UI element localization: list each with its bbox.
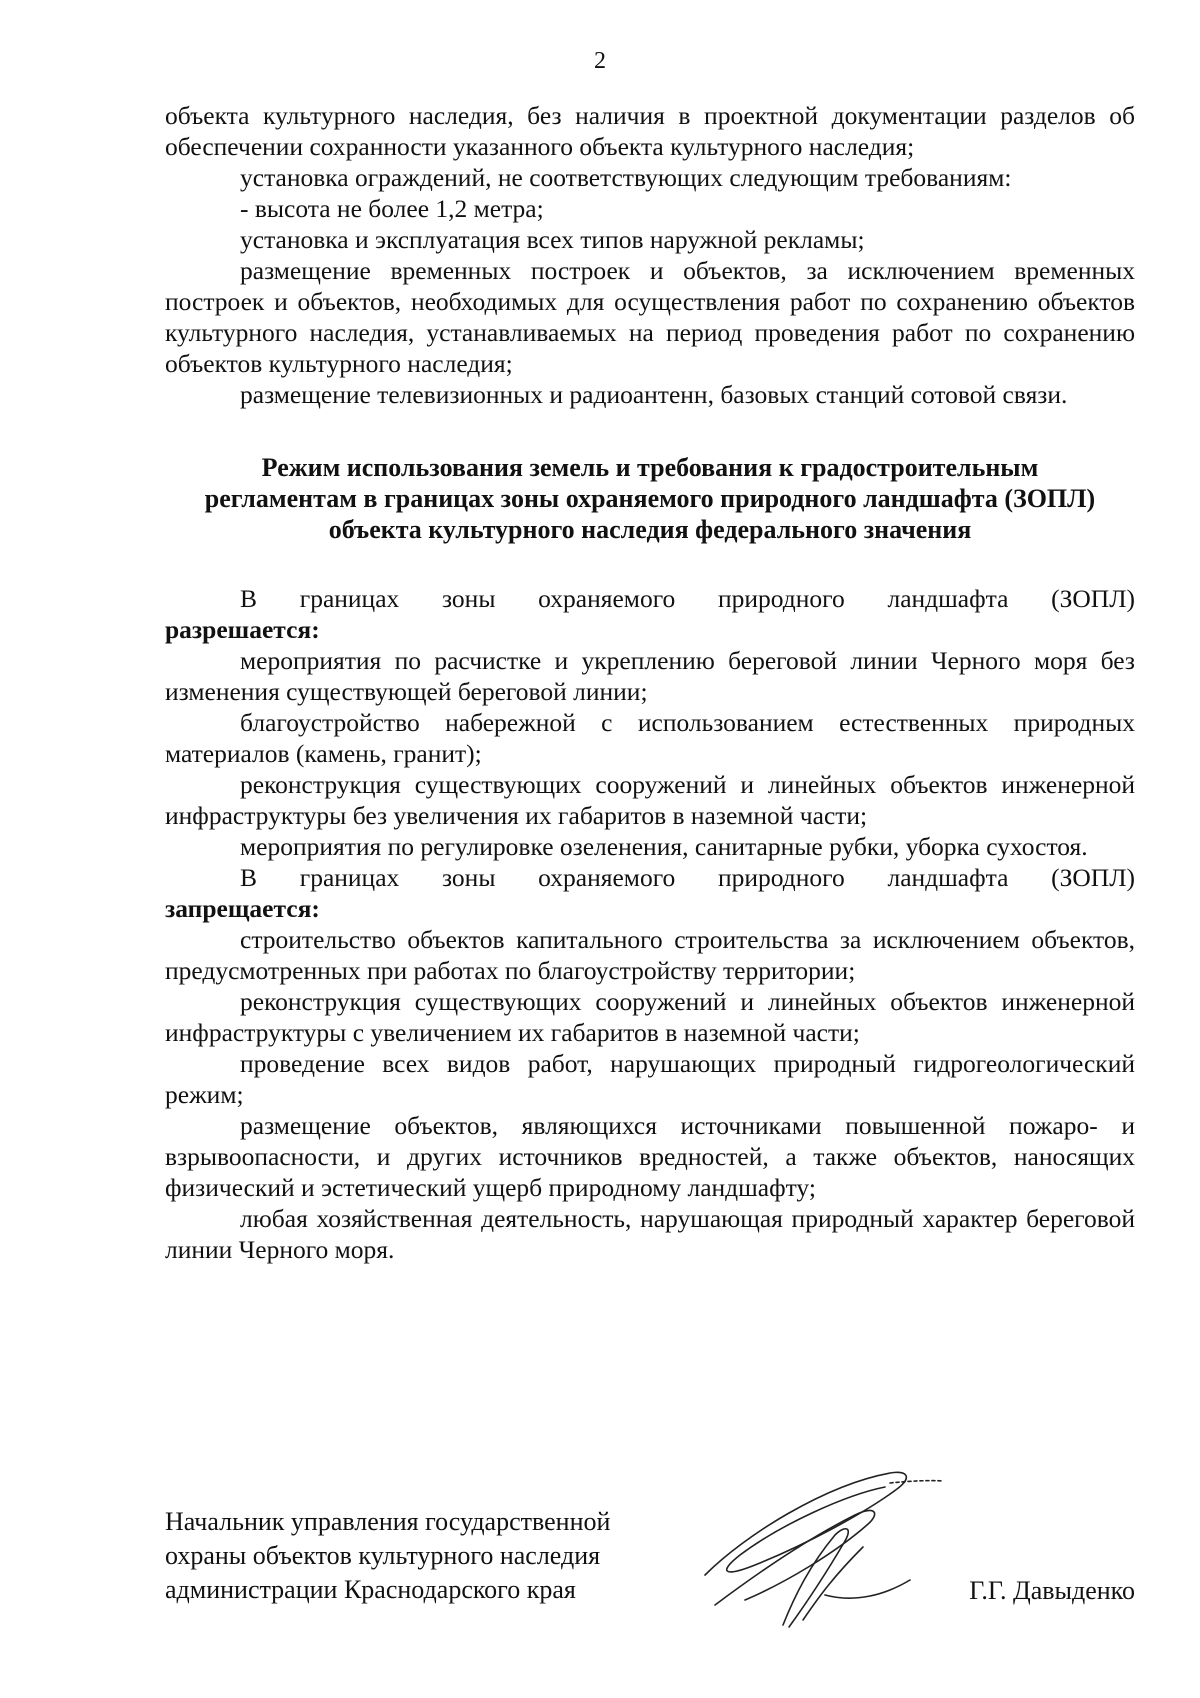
allowed-item: мероприятия по расчистке и укреплению береговой линии Черного моря без изменения существующей береговой линии;	[165, 646, 1135, 706]
forbidden-keyword	[165, 893, 1135, 924]
handwritten-signature	[685, 1455, 945, 1635]
signature-stroke	[715, 1510, 875, 1605]
signatory-title	[165, 1505, 685, 1607]
signature-stroke	[705, 1472, 906, 1575]
page-number: 2	[594, 48, 606, 74]
forbidden-lead: В границах зоны охраняемого природного ландшафта (ЗОПЛ)	[240, 863, 1135, 892]
heading-line: регламентам в границах зоны охраняемого природного ландшафта (ЗОПЛ)	[204, 484, 1096, 513]
signature-stroke	[803, 1547, 863, 1620]
intro-paragraph: размещение временных построек и объектов, за исключением временных построек и объектов, необходимых для осуществления работ по сохранению объектов культурного наследия, устанавливаемых на период проведения работ по сохранению объектов культурного наследия;	[165, 256, 1135, 378]
signature-stroke	[783, 1529, 848, 1627]
allowed-item: реконструкция существующих сооружений и линейных объектов инженерной инфраструктуры без увеличения их габаритов в наземной части;	[165, 770, 1135, 830]
forbidden-item: проведение всех видов работ, нарушающих природный гидрогеологический режим;	[165, 1049, 1135, 1109]
forbidden-item: строительство объектов капитального строительства за исключением объектов, предусмотренных при работах по благоустройству территории;	[165, 925, 1135, 985]
allowed-item: благоустройство набережной с использованием естественных природных материалов (камень, гранит);	[165, 708, 1135, 768]
signature-stroke	[825, 1580, 910, 1598]
allowed-lead: В границах зоны охраняемого природного ландшафта (ЗОПЛ)	[240, 584, 1135, 613]
forbidden-item: реконструкция существующих сооружений и линейных объектов инженерной инфраструктуры с увеличением их габаритов в наземной части;	[165, 987, 1135, 1047]
allowed-keyword	[165, 614, 1135, 645]
forbidden-item: размещение объектов, являющихся источниками повышенной пожаро- и взрывоопасности, и других источников вредностей, а также объектов, наносящих физический и эстетический ущерб природному ландшафту;	[165, 1111, 1135, 1202]
heading-line: Режим использования земель и требования к градостроительным	[261, 453, 1039, 482]
allowed-item: мероприятия по регулировке озеленения, санитарные рубки, уборка сухостоя.	[240, 832, 1088, 861]
intro-paragraph: размещение телевизионных и радиоантенн, базовых станций сотовой связи.	[240, 380, 1068, 409]
signatory-title-line: охраны объектов культурного наследия	[165, 1541, 601, 1570]
intro-paragraph: объекта культурного наследия, без наличия в проектной документации разделов об обеспечении сохранности указанного объекта культурного наследия;	[165, 101, 1135, 161]
allowed-keyword-text: разрешается:	[165, 615, 320, 644]
signature-block	[165, 1505, 1135, 1615]
signature-stroke	[890, 1481, 943, 1483]
heading-line: объекта культурного наследия федерального значения	[328, 515, 972, 544]
document-body	[165, 100, 1135, 1265]
signatory-title-line: администрации Краснодарского края	[165, 1575, 576, 1604]
forbidden-keyword-text: запрещается:	[165, 894, 320, 923]
signatory-name: Г.Г. Давыденко	[969, 1576, 1135, 1605]
forbidden-item: любая хозяйственная деятельность, нарушающая природный характер береговой линии Черного моря.	[165, 1204, 1135, 1264]
signatory-title-line: Начальник управления государственной	[165, 1507, 611, 1536]
intro-paragraph: установка и эксплуатация всех типов наружной рекламы;	[240, 225, 865, 254]
intro-paragraph: установка ограждений, не соответствующих следующим требованиям:	[240, 163, 1012, 192]
intro-paragraph: - высота не более 1,2 метра;	[240, 194, 544, 223]
section-heading	[165, 452, 1135, 545]
